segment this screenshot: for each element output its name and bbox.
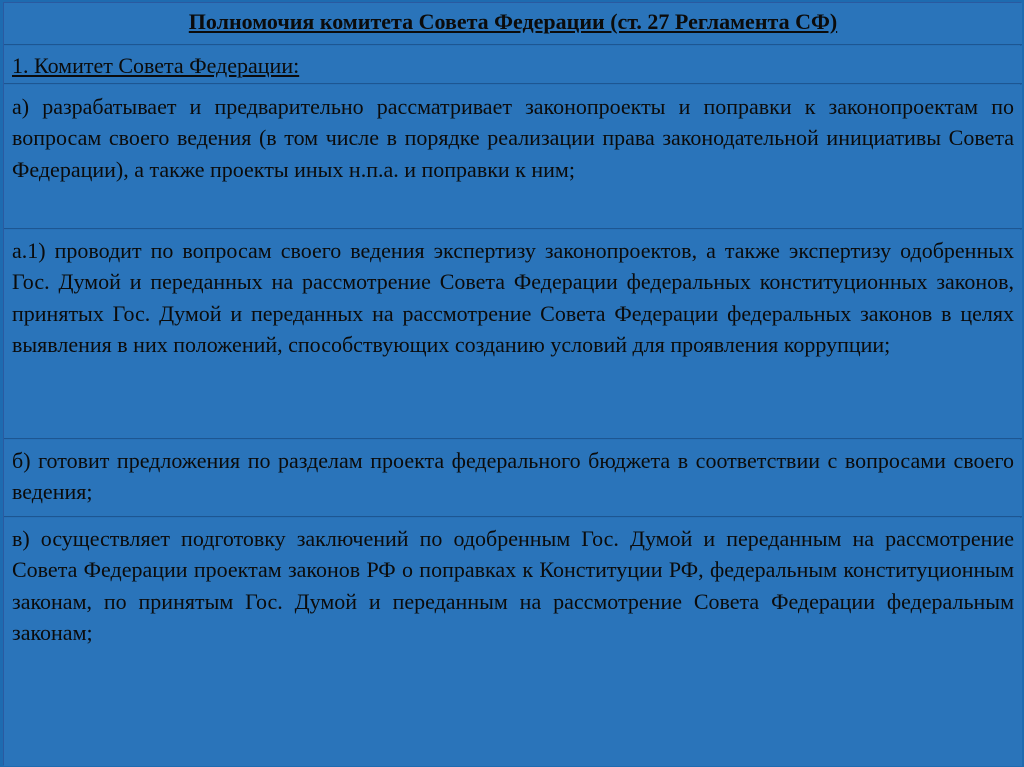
paragraph-block-v xyxy=(4,518,1022,766)
paragraph-block-a xyxy=(4,85,1022,229)
paragraph-a: а) разрабатывает и предварительно рассматривает законопроекты и поправки к законопроектам по вопросам своего ведения (в том числе в порядке реализации права законодательной инициативы Совета Федерации), а также проекты иных н.п.а. и поправки к ним; xyxy=(12,94,1014,182)
paragraph-block-b xyxy=(4,440,1022,517)
paragraph-a1: а.1) проводит по вопросам своего ведения экспертизу законопроектов, а также экспертизу одобренных Гос. Думой и переданных на рассмотрение Совета Федерации федеральных конституционных законов, принятых Гос. Думой и переданных на рассмотрение Совета Федерации федеральных законов в целях выявления в них положений, способствующих созданию условий для проявления коррупции; xyxy=(12,238,1014,357)
subheading-block xyxy=(4,46,1022,84)
subheading: 1. Комитет Совета Федерации: xyxy=(12,53,300,78)
content-frame xyxy=(3,2,1021,765)
paragraph-b: б) готовит предложения по разделам проекта федерального бюджета в соответствии с вопросами своего ведения; xyxy=(12,448,1014,505)
slide-title: Полномочия комитета Совета Федерации (ст. 27 Регламента СФ) xyxy=(188,9,838,34)
title-block xyxy=(4,3,1022,45)
paragraph-block-a1 xyxy=(4,230,1022,439)
paragraph-v: в) осуществляет подготовку заключений по одобренным Гос. Думой и переданным на рассмотрение Совета Федерации проектам законов РФ о поправках к Конституции РФ, федеральным конституционным законам, по принятым Гос. Думой и переданным на рассмотрение Совета Федерации федеральным законам; xyxy=(12,526,1014,645)
